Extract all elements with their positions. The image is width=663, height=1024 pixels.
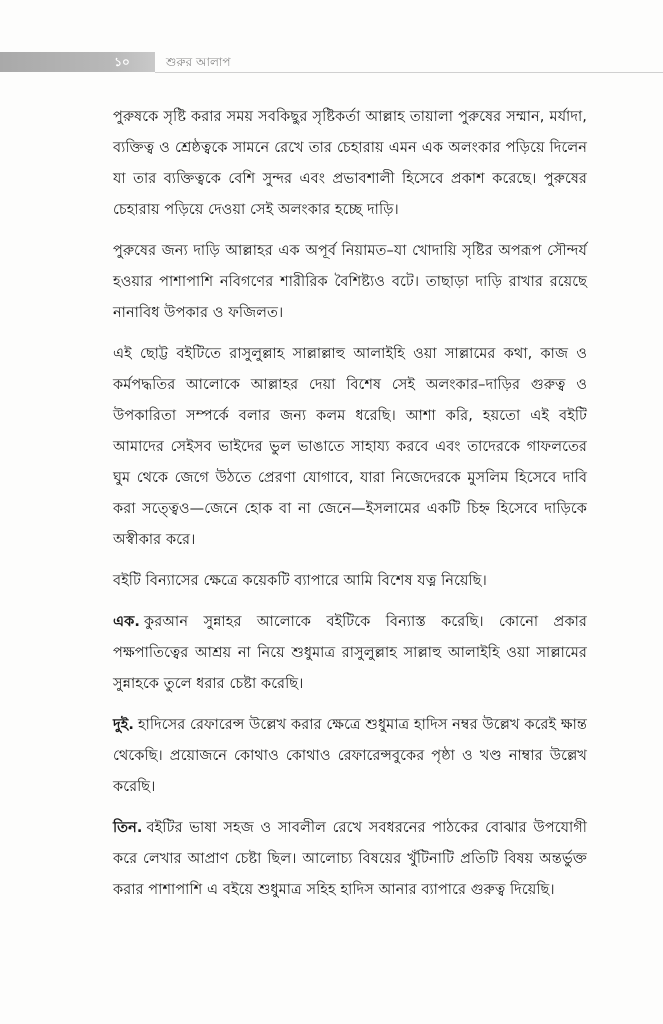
paragraph-text: বইটির ভাষা সহজ ও সাবলীল রেখে সবধরনের পাঠকের বোঝার উপযোগী করে লেখার আপ্রাণ চেষ্টা ছিল। আলোচ্য বিষয়ের খুঁটিনাটি প্রতিটি বিষয় অন্তর্ভুক্ত করার পাশাপাশি এ বইয়ে শুধুমাত্র সহিহ হাদিস আনার ব্যাপারে গুরুত্ব দিয়েছি।	[113, 820, 587, 898]
point-lead: দুই.	[113, 717, 134, 733]
body-text	[113, 102, 587, 916]
paragraph-point-two	[113, 710, 587, 803]
paragraph-3	[113, 339, 587, 556]
paragraph-1	[113, 102, 587, 226]
paragraph-text: পুরুষকে সৃষ্টি করার সময় সবকিছুর সৃষ্টিকর্তা আল্লাহ তায়ালা পুরুষের সম্মান, মর্যাদা, ব্যক্তিত্ব ও শ্রেষ্ঠত্বকে সামনে রেখে তার চেহারায় এমন এক অলংকার পড়িয়ে দিলেন যা তার ব্যক্তিত্বকে বেশি সুন্দর এবং প্রভাবশালী হিসেবে প্রকাশ করেছে। পুরুষের চেহারায় পড়িয়ে দেওয়া সেই অলংকার হচ্ছে দাড়ি।	[113, 109, 587, 218]
page-number: ১০	[114, 55, 130, 69]
paragraph-4	[113, 566, 587, 597]
paragraph-text: এই ছোট্ট বইটিতে রাসুলুল্লাহ সাল্লাল্লাহু আলাইহি ওয়া সাল্লামের কথা, কাজ ও কর্মপদ্ধতির আলোকে আল্লাহর দেয়া বিশেষ সেই অলংকার–দাড়ির গুরুত্ব ও উপকারিতা সম্পর্কে বলার জন্য কলম ধরেছি। আশা করি, হয়তো এই বইটি আমাদের সেইসব ভাইদের ভুল ভাঙাতে সাহায্য করবে এবং তাদেরকে গাফলতের ঘুম থেকে জেগে উঠতে প্রেরণা যোগাবে, যারা নিজেদেরকে মুসলিম হিসেবে দাবি করা সত্ত্বেও—জেনে হোক বা না জেনে—ইসলামের একটি চিহ্ন হিসেবে দাড়িকে অস্বীকার করে।	[113, 346, 587, 548]
paragraph-text: কুরআন সুন্নাহর আলোকে বইটিকে বিন্যাস্ত করেছি। কোনো প্রকার পক্ষপাতিত্বের আশ্রয় না নিয়ে শুধুমাত্র রাসুলুল্লাহ সাল্লাহু আলাইহি ওয়া সাল্লামের সুন্নাহকে তুলে ধরার চেষ্টা করেছি।	[113, 614, 587, 692]
header-rule	[155, 72, 663, 73]
paragraph-point-one	[113, 607, 587, 700]
paragraph-text: হাদিসের রেফারেন্স উল্লেখ করার ক্ষেত্রে শুধুমাত্র হাদিস নম্বর উল্লেখ করেই ক্ষান্ত থেকেছি। প্রয়োজনে কোথাও কোথাও রেফারেন্সবুকের পৃষ্ঠা ও খণ্ড নাম্বার উল্লেখ করেছি।	[113, 717, 587, 795]
paragraph-text: বইটি বিন্যাসের ক্ষেত্রে কয়েকটি ব্যাপারে আমি বিশেষ যত্ন নিয়েছি।	[113, 573, 487, 589]
paragraph-2	[113, 236, 587, 329]
point-lead: এক.	[113, 614, 140, 630]
running-title: শুরুর আলাপ	[166, 55, 231, 69]
point-lead: তিন.	[113, 820, 143, 836]
paragraph-text: পুরুষের জন্য দাড়ি আল্লাহর এক অপূর্ব নিয়ামত–যা খোদায়ি সৃষ্টির অপরূপ সৌন্দর্য হওয়ার পাশাপাশি নবিগণের শারীরিক বৈশিষ্ট্যও বটে। তাছাড়া দাড়ি রাখার রয়েছে নানাবিধ উপকার ও ফজিলত।	[113, 243, 587, 321]
paragraph-point-three	[113, 813, 587, 906]
